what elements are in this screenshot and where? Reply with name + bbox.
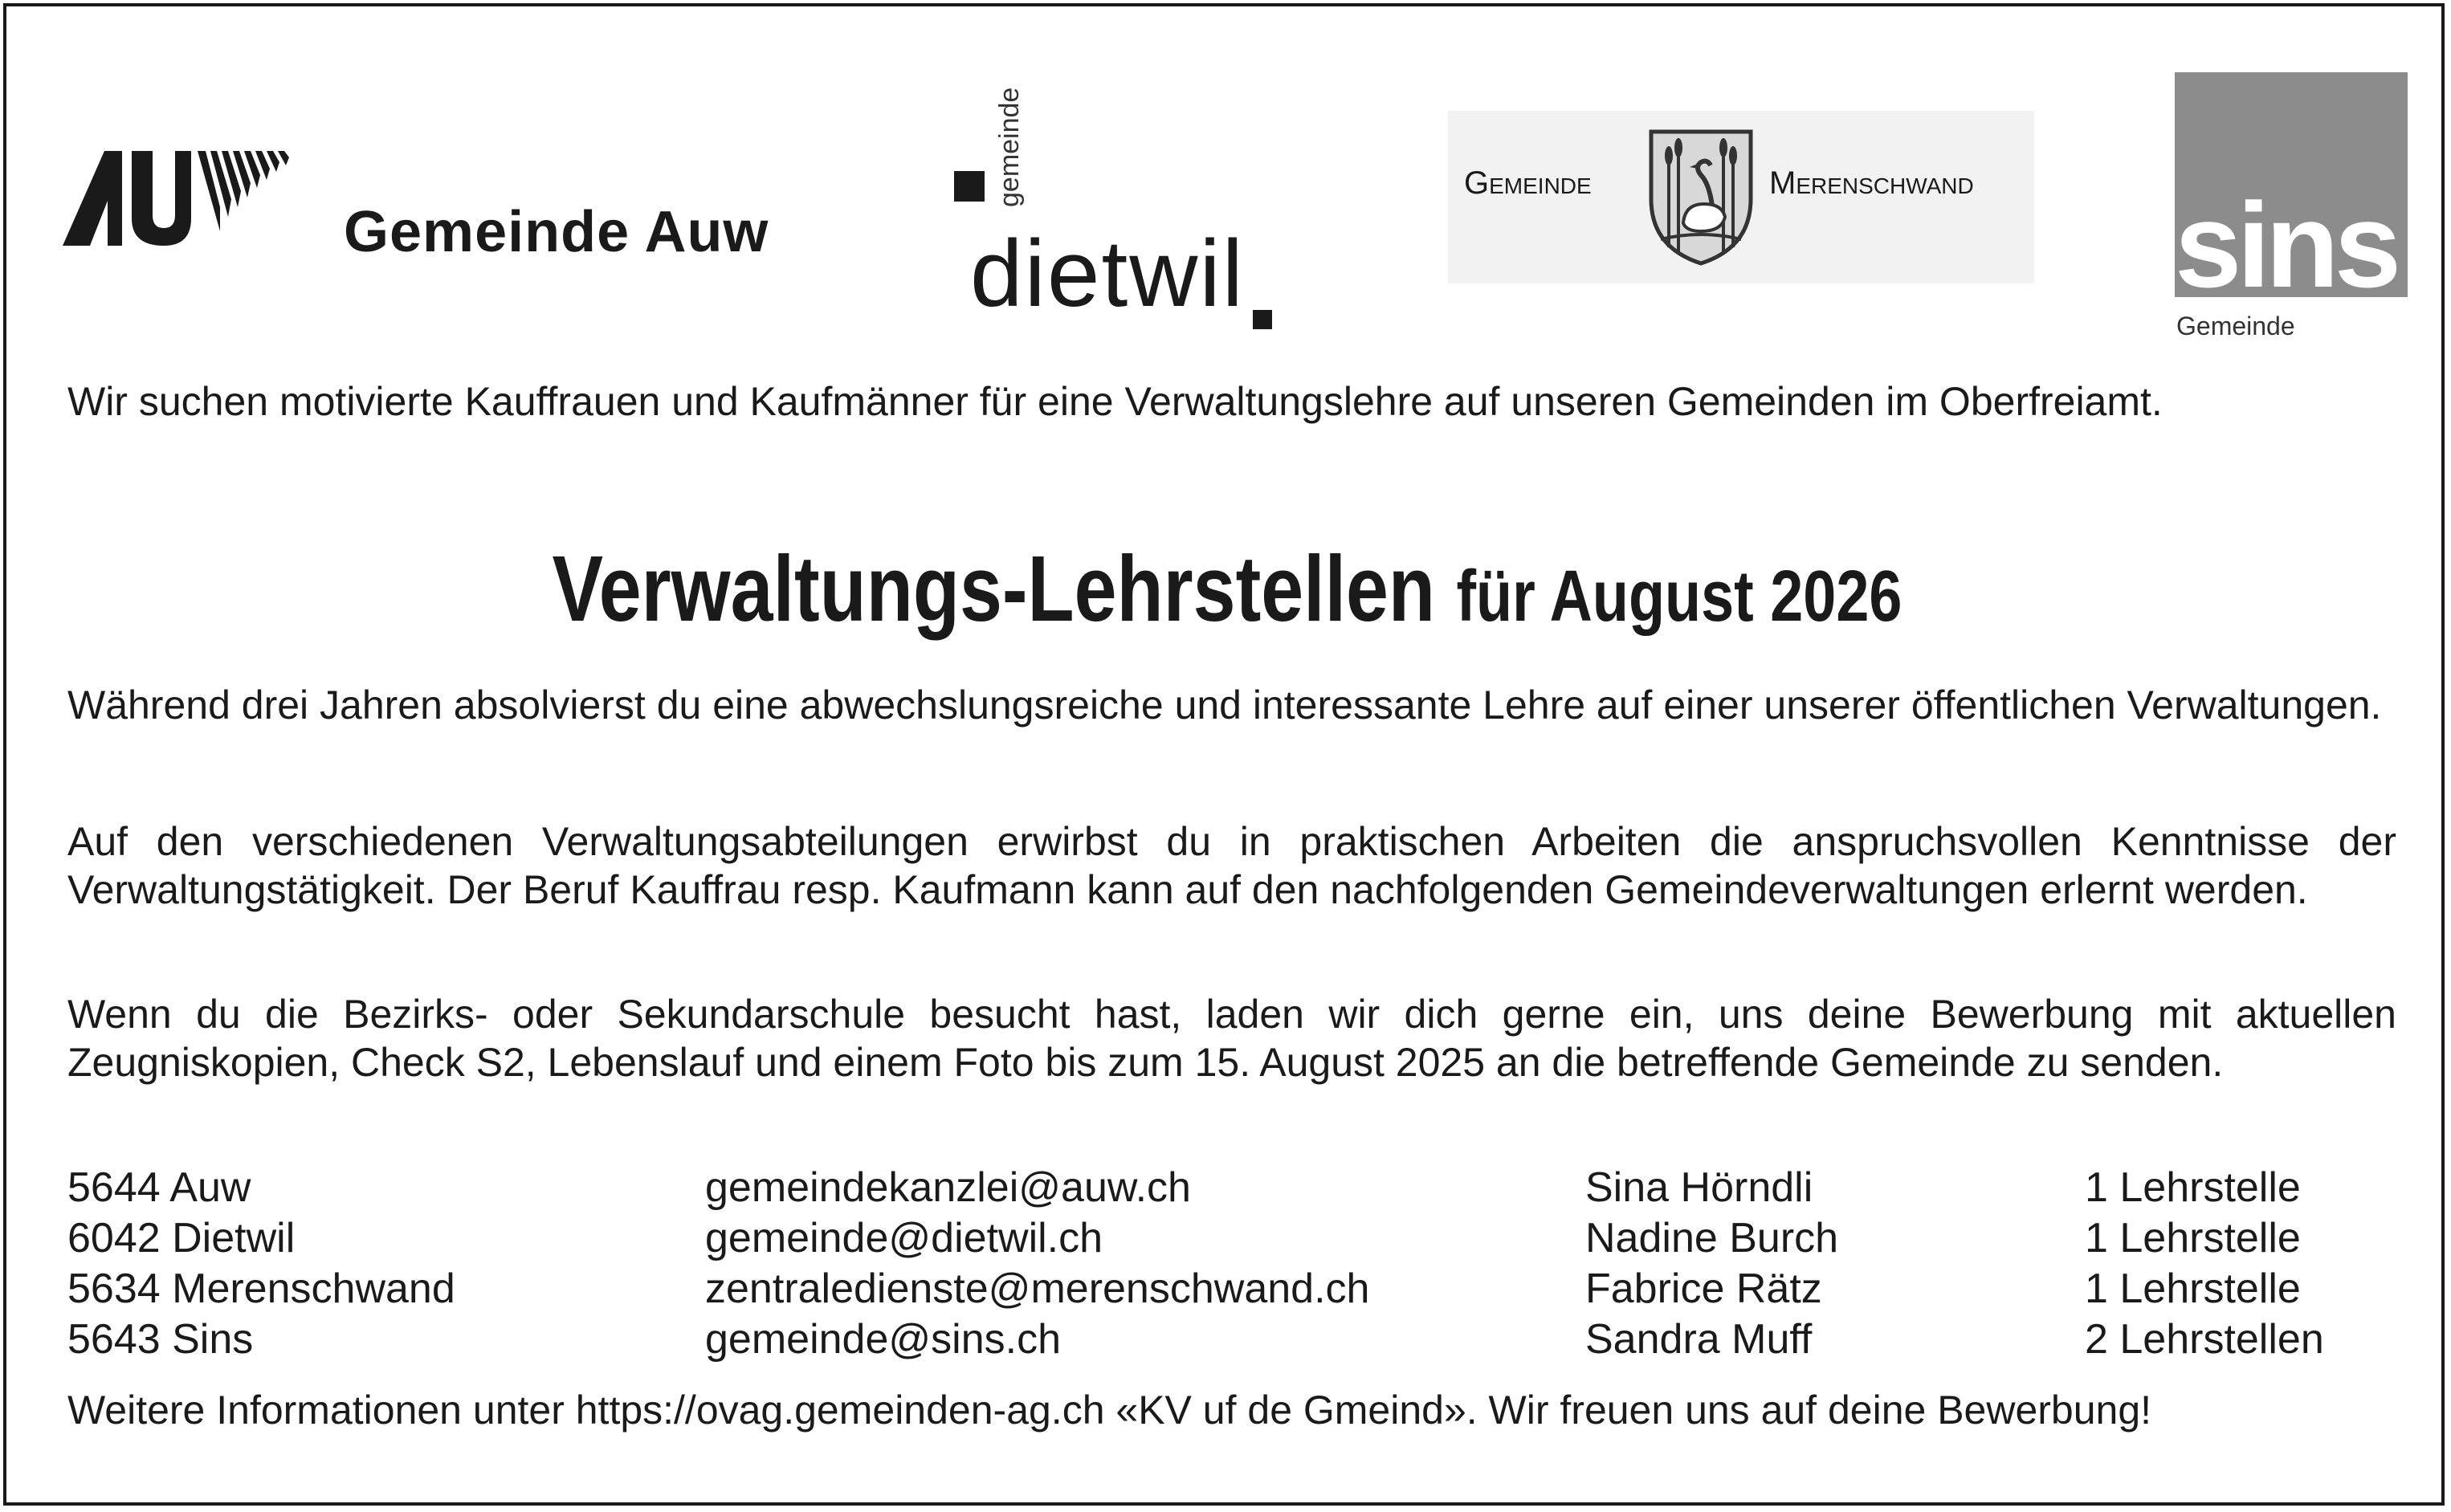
contact-row bbox=[67, 1264, 2396, 1314]
contact-email[interactable]: gemeinde@dietwil.ch bbox=[705, 1215, 1103, 1261]
sins-logo-label: Gemeinde bbox=[2176, 312, 2295, 340]
headline-main: Verwaltungs-Lehrstellen bbox=[552, 536, 1436, 641]
contact-positions: 1 Lehrstelle bbox=[2085, 1164, 2301, 1211]
contact-email[interactable]: zentraledienste@merenschwand.ch bbox=[705, 1265, 1370, 1312]
contact-table bbox=[67, 1163, 2396, 1365]
dietwil-logo-name: dietwil bbox=[970, 221, 1245, 327]
contact-place: 5634 Merenschwand bbox=[67, 1265, 455, 1312]
dietwil-dot-icon bbox=[1253, 310, 1272, 329]
contact-place: 5643 Sins bbox=[67, 1316, 254, 1363]
page-title bbox=[226, 532, 2229, 653]
contact-place: 5644 Auw bbox=[67, 1164, 251, 1211]
contact-place: 6042 Dietwil bbox=[67, 1215, 296, 1261]
sins-logo bbox=[2175, 72, 2408, 345]
paragraph-departments: Auf den verschiedenen Verwaltungsabteilungen erwirbst du in praktischen Arbeiten die anspruchsvollen Kenntnisse der Verwaltungstätigkeit. Der Beruf Kauffrau resp. Kaufmann kann auf den nachfolgenden Gemeindeverwaltungen erlernt werden. bbox=[67, 819, 2396, 912]
contact-email[interactable]: gemeinde@sins.ch bbox=[705, 1316, 1062, 1363]
footer-text: Weitere Informationen unter https://ovag.gemeinden-ag.ch «KV uf de Gmeind». Wir freuen uns auf deine Bewerbung! bbox=[67, 1388, 2152, 1433]
paragraph-application: Wenn du die Bezirks- oder Sekundarschule besucht hast, laden wir dich gerne ein, uns deine Bewerbung mit aktuellen Zeugniskopien, Check S2, Lebenslauf und einem Foto bis zum 15. August 2025 an die betreffende Gemeinde zu senden. bbox=[67, 992, 2396, 1085]
contact-row bbox=[67, 1163, 2396, 1213]
contact-person: Sina Hörndli bbox=[1585, 1164, 1813, 1211]
contact-person: Sandra Muff bbox=[1585, 1316, 1813, 1363]
contact-person: Fabrice Rätz bbox=[1585, 1265, 1822, 1312]
auw-wordmark-icon bbox=[63, 151, 304, 247]
contact-row bbox=[67, 1213, 2396, 1264]
headline-secondary: für August 2026 bbox=[1456, 556, 1902, 637]
merenschwand-logo-right: Merenschwand bbox=[1769, 165, 1974, 201]
dietwil-logo bbox=[946, 71, 1283, 344]
contact-person: Nadine Burch bbox=[1585, 1215, 1839, 1261]
contact-positions: 1 Lehrstelle bbox=[2085, 1215, 2301, 1261]
merenschwand-logo bbox=[1448, 111, 2034, 283]
auw-logo-name: Gemeinde Auw bbox=[344, 200, 769, 264]
intro-text: Wir suchen motivierte Kauffrauen und Kaufmänner für eine Verwaltungslehre auf unseren Gemeinden im Oberfreiamt. bbox=[67, 379, 2163, 424]
dietwil-square-icon bbox=[954, 171, 985, 202]
dietwil-logo-label: gemeinde bbox=[994, 87, 1025, 207]
contact-row bbox=[67, 1314, 2396, 1365]
job-advertisement bbox=[3, 3, 2445, 1506]
sins-logo-box bbox=[2175, 72, 2408, 297]
swan-crest-icon bbox=[1645, 127, 1757, 267]
contact-email[interactable]: gemeindekanzlei@auw.ch bbox=[705, 1164, 1191, 1211]
sins-logo-name: sins bbox=[2175, 177, 2397, 297]
auw-logo bbox=[63, 151, 785, 271]
paragraph-training: Während drei Jahren absolvierst du eine abwechslungsreiche und interessante Lehre auf einer unserer öffentlichen Verwaltungen. bbox=[67, 683, 2382, 727]
merenschwand-logo-left: Gemeinde bbox=[1464, 165, 1592, 201]
contact-positions: 2 Lehrstellen bbox=[2085, 1316, 2324, 1363]
contact-positions: 1 Lehrstelle bbox=[2085, 1265, 2301, 1312]
